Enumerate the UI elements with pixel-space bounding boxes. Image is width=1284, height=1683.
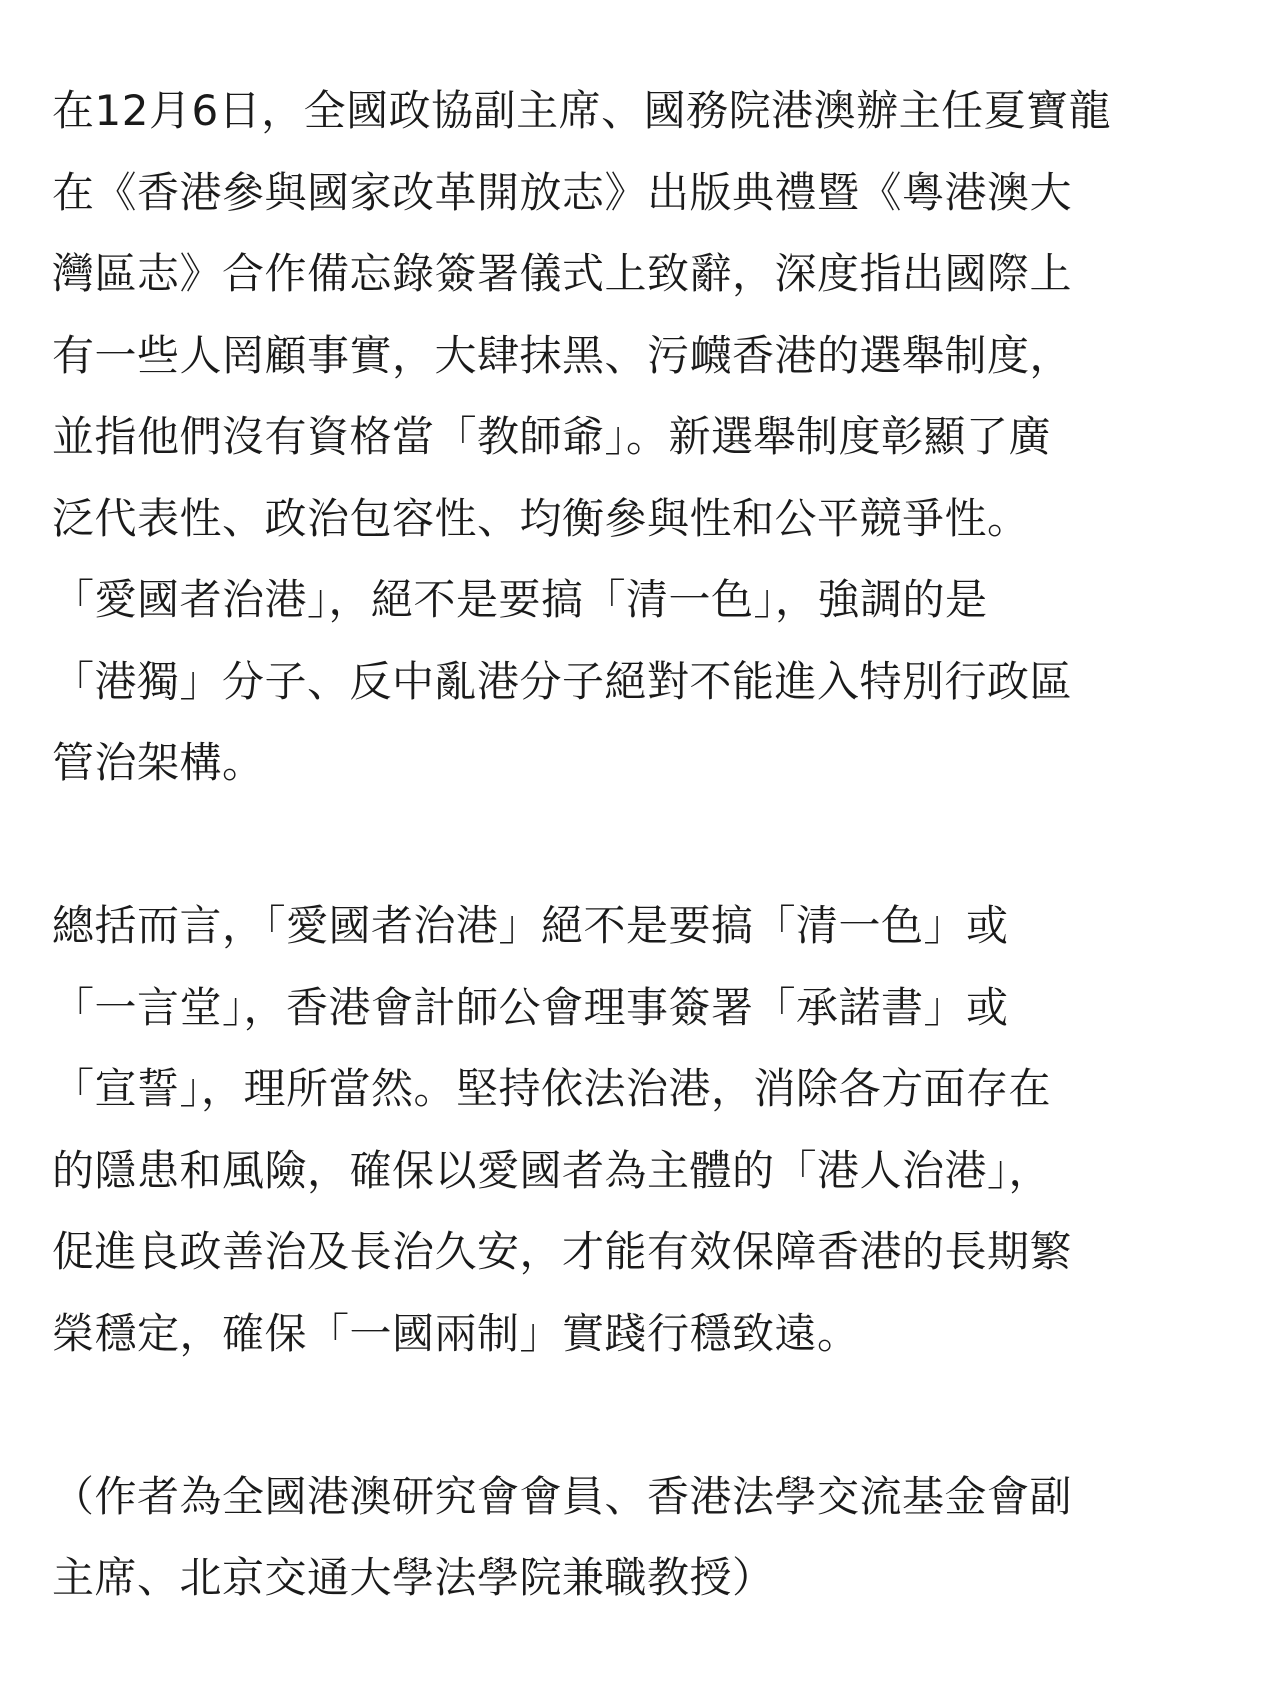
paragraph-conclusion: 總括而言，「愛國者治港」絕不是要搞「清一色」或 「一言堂」，香港會計師公會理事簽署「承諾書」或 「宣誓」，理所當然。堅持依法治港，消除各方面存在 的隱患和風險，確保以愛國者為主體的「港人治港」， 促進良政善治及長治久安，才能有效保障香港的長期繁 榮穩定，確保「一國兩制」實踐行穩致遠。 bbox=[52, 901, 1073, 1358]
article-body bbox=[52, 70, 1242, 1619]
paragraph-author-note: （作者為全國港澳研究會會員、香港法學交流基金會副 主席、北京交通大學法學院兼職教授） bbox=[52, 1471, 1073, 1602]
paragraph-xia-baolong-speech: 在12月6日，全國政協副主席、國務院港澳辦主任夏寶龍 在《香港參與國家改革開放志》出版典禮暨《粵港澳大 灣區志》合作備忘錄簽署儀式上致辭，深度指出國際上 有一些人罔顧事實，大肆抹黑、污衊香港的選舉制度， 並指他們沒有資格當「教師爺」。新選舉制度彰顯了廣 泛代表性、政治包容性、均衡參與性和公平競爭性。 「愛國者治港」，絕不是要搞「清一色」，強調的是 「港獨」分子、反中亂港分子絕對不能進入特別行政區 管治架構。 bbox=[52, 86, 1112, 787]
